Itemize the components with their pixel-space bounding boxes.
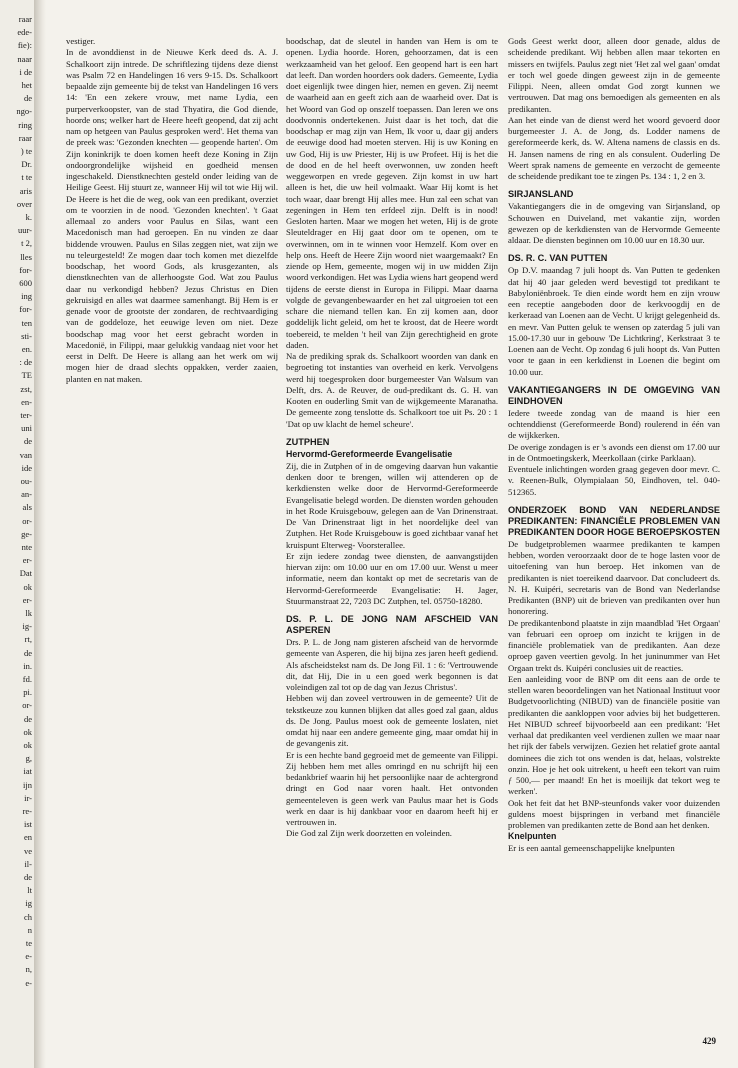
previous-page-fragment: ig — [25, 898, 32, 909]
previous-page-fragment: k. — [25, 212, 32, 222]
previous-page-fragment: lles — [20, 251, 32, 262]
previous-page-fragment: ve — [23, 845, 32, 856]
paragraph: Na de prediking sprak ds. Schalkoort woorden van dank en begroeting tot instanties van overheid en kerk. Vervolgens werd hij toegesproken door burgemeester Van Walsum van Delft, drs. A. de Reuver, de oud-predikant ds. G. H. van Kooten en ouderling Smit van de wijkgemeente Maranatha. De gemeente zong tenslotte ds. Schalkoort toe uit Ps. 20 : 1 'Dat op uw klacht de hemel scheure'. — [286, 351, 498, 429]
previous-page-fragment: or- — [22, 700, 32, 711]
paragraph: In de avonddienst in de Nieuwe Kerk deed ds. A. J. Schalkoort zijn intrede. De schriftlezing tijdens deze dienst was Psalm 72 en Handelingen 16 vers 9-15. Ds. Schalkoort bepaalde zijn gemeente bij de tekst van Handelingen 16 vers 14: 'En een zekere vrouw, met name Lydia, een purperverkoopster, van de stad Thyatira, die God diende, hoorde ons; welker hart de Heere heeft geopend, dat zij acht nam op hetgeen van Paulus gesproken werd'. Het thema van de preek was: 'Gezonden knechten — geopende harten'. Om Zijn koninkrijk te doen komen heeft deze Koning in Zijn ondoorgrondelijke wijsheid en goedheid mensen ingeschakeld. Dienstknechten gesteld onder leiding van de Heilige Geest. Hij stuurt ze, wanneer Hij wil tot wie Hij wil. De Heere is het die de weg, ook van een predikant, overziet om te voorzien in de nood. 'Gezonden knechten'. 't Gaat allemaal zo anders voor Paulus en Silas, want een Macedonisch man had geroepen. En nu vinden ze daar biddende vrouwen. Paulus en Silas zeggen niet, wat zijn we nu teleurgesteld! Ze mogen daar toch komen met diezelfde boodschap, het woord Gods, als krusgezanten, als dienstknechten van de allerhoogste God. Wat zou Paulus daar nu verkondigd hebben? Jezus Christus en Dien gekruisigd en alles wat daarmee samenhangt. Bij Hem is er genade voor de grootste der zondaren, de rechtvaardiging van de goddeloze, het eeuwige leven om niet. Deze boodschap mag voor het eerst gebracht worden in Macedonië, in Filippi, maar gelukkig vandaag niet voor het eerst in Delft. De Heere is allang aan het werk om wij mogen hier de draad slechts oppakken, verder zaaien, planten en nat maken. — [66, 47, 278, 384]
previous-page-fragment: over — [16, 198, 32, 209]
paragraph: Er is een hechte band gegroeid met de gemeente van Filippi. Zij hebben hem met alles omringd en nu schrijft hij een bedankbrief waarin hij het persoonlijke naar de achtergrond dringt en God naar voren haalt. Het ontvonden gemeenteleven is geen werk van Paulus maar het is Gods werk en daar is hij dankbaar voor en daarom heeft hij er vertrouwen in. — [286, 749, 498, 827]
page-number: 429 — [702, 1036, 716, 1046]
paragraph: De budgetproblemen waarmee predikanten te kampen hebben, worden veroorzaakt door de te hoge lasten voor de uitoefening van hun beroep. Het inkomen van de predikanten is niet toereikend daarvoor. Dat concludeert ds. N. H. Kuipéri, secretaris van de Bond van Nederlandse Predikanten (BNP) uit de brieven van predikanten over hun honorering. — [508, 538, 720, 617]
previous-page-fragment: ge- — [21, 528, 32, 539]
previous-page-fragment: naar — [17, 53, 32, 64]
previous-page-fragment: t te — [21, 172, 32, 183]
previous-page-fragment: fd. — [22, 674, 32, 684]
paragraph: Aan het einde van de dienst werd het woord gevoerd door burgemeester J. A. de Jong, ds. Lodder namens de gereformeerde kerk, ds. W. Altena namens de classis en ds. H. Jansen namens de ring en als consulent. Ouderling De Weert sprak namens de gemeente en verzocht de gemeente de scheidende predikant toe te zingen Ps. 134 : 1, 2 en 3. — [508, 114, 720, 181]
previous-page-fragment: te — [25, 938, 32, 948]
previous-page-fragment: uni — [21, 423, 32, 434]
previous-page-fragment: de — [23, 872, 32, 882]
previous-page-fragment: er- — [22, 555, 32, 566]
previous-page-fragment: de — [23, 713, 32, 724]
previous-page-fragment: zst, — [20, 383, 32, 394]
section-subheading: Hervormd-Gereformeerde Evangelisatie — [286, 448, 453, 459]
previous-page-fragment: ir- — [24, 792, 32, 803]
section-heading-zutphen: ZUTPHEN — [286, 436, 330, 447]
paragraph: Zij, die in Zutphen of in de omgeving daarvan hun vakantie denken door te brengen, willen wij attenderen op de kerkdiensten welke door de Hervormd-Gereformeerde Evangelisatie belegd worden. De diensten worden gehouden in het Rode Kruisgebouw, gelegen aan de Van Drinenstraat. De Van Drinenstraat ligt in het noordelijke deel van Zutphen. Het Rode Kruisgebouw is goed zichtbaar vanaf het kruispunt Elterweg- Voorsterallee. — [286, 460, 498, 550]
previous-page-fragment: e- — [25, 951, 32, 962]
section-heading-van-putten: DS. R. C. VAN PUTTEN — [508, 253, 608, 264]
previous-page-fragment: ede- — [17, 27, 32, 38]
previous-page-fragment: ter- — [20, 410, 32, 420]
previous-page-fragment: or- — [22, 515, 32, 526]
previous-page-fragment: ou- — [20, 476, 32, 486]
previous-page-fragment: van — [19, 449, 32, 460]
section-heading-bond: ONDERZOEK BOND VAN NEDERLANDSE PREDIKANTEN: FINANCIËLE PROBLEMEN VAN PREDIKANTEN DOOR HOGE BEROEPSKOSTEN — [508, 504, 720, 537]
previous-page-fragment: an- — [21, 489, 32, 500]
previous-page-fragment: ijn — [23, 779, 32, 790]
previous-page-fragment: re- — [22, 806, 32, 816]
previous-page-fragment: ing — [21, 291, 32, 302]
previous-page-fragment: lk — [25, 608, 32, 618]
previous-page-fragment: pi. — [23, 687, 32, 698]
section-heading-eindhoven: VAKANTIEGANGERS IN DE OMGEVING VAN EINDHOVEN — [508, 384, 720, 406]
page-gutter — [34, 0, 46, 1068]
previous-page-fragment: de — [23, 436, 32, 447]
paragraph: Vakantiegangers die in de omgeving van Sirjansland, op Schouwen en Duiveland, met vakantie zijn, worden gewezen op de kerkdiensten van de Hervormde Gemeente aldaar. De diensten beginnen om 10.00 uur en 18.30 uur. — [508, 201, 720, 245]
previous-page-fragment: ide — [21, 462, 32, 473]
paragraph: Iedere tweede zondag van de maand is hier een ochtenddienst (Gereformeerde Bond) roulerend in één van de wijkkerken. — [508, 407, 720, 441]
previous-page-fragment: rt, — [24, 634, 32, 645]
previous-page-edge — [0, 0, 35, 1068]
previous-page-fragment: het — [21, 80, 32, 90]
previous-page-fragment: ten — [21, 317, 32, 328]
previous-page-fragment: als — [22, 502, 32, 513]
paragraph: Gods Geest werkt door, alleen door genade, aldus de scheidende predikant. Wij hebben allen maar tekorten en missers en twijfels. Paulus zegt niet 'Het zal wel gaan' omdat er toch wel goede dingen geweest zijn in de gemeente Filippi. Neen, alleen omdat God zorgt kunnen we vertrouwen. Dat mag ons bemoedigen als gemeenten en als predikanten. — [508, 36, 720, 114]
previous-page-fragment: de — [23, 647, 32, 658]
previous-page-fragment: n — [27, 924, 32, 935]
paragraph: Hebben wij dan zoveel vertrouwen in de gemeente? Uit de tekstkeuze zou kunnen blijken dat alles goed zal gaan, aldus ds. De Jong. Paulus moest ook de gemeente loslaten, niet omdat hij naar een andere gemeente ging, maar omdat hij in de gevangenis zit. — [286, 693, 498, 749]
column-2 — [286, 36, 498, 1036]
previous-page-fragment: ok — [23, 581, 32, 592]
previous-page-fragment: in. — [23, 660, 32, 671]
previous-page-fragment: ring — [18, 119, 32, 130]
paragraph: De predikantenbond plaatste in zijn maandblad 'Het Orgaan' van februari een oproep om inzicht te krijgen in de financiële problematiek van de predikanten. Aan deze oproep gaven veertien gevolg. In het juninummer van Het Orgaan trekt ds. Kuipéri conclusies uit de reacties. — [508, 617, 720, 673]
previous-page-fragment: ) te — [20, 146, 32, 156]
column-3 — [508, 36, 720, 1036]
paragraph: Ook het feit dat het BNP-steunfonds vaker voor duizenden guldens moest bijspringen in verband met financiële problemen van predikanten zette de Bond aan het denken. — [508, 797, 720, 830]
previous-page-fragment: fie): — [17, 40, 32, 51]
column-1 — [66, 36, 278, 1036]
paragraph: Eventuele inlichtingen worden graag gegeven door mevr. C. v. Reenen-Bulk, Olympialaan 50, Eindhoven, tel. 040-512365. — [508, 464, 720, 497]
previous-page-fragment: ngo- — [16, 106, 32, 117]
previous-page-fragment: ist — [23, 819, 32, 830]
previous-page-fragment: en- — [21, 396, 32, 407]
previous-page-fragment: ok — [23, 726, 32, 737]
previous-page-fragment: en — [23, 832, 32, 843]
previous-page-fragment: i de — [19, 66, 32, 77]
section-heading-asperen: DS. P. L. DE JONG NAM AFSCHEID VAN ASPEREN — [286, 614, 498, 635]
previous-page-fragment: for- — [19, 304, 32, 315]
previous-page-fragment: lt — [27, 885, 32, 896]
previous-page-fragment: uur- — [18, 225, 32, 236]
previous-page-fragment: ok — [23, 740, 32, 750]
paragraph: Een aanleiding voor de BNP om dit eens aan de orde te stellen waren beoordelingen van het Nationaal Instituut voor Budgetvoorlichting (NIBUD) van de financiële positie van predikanten die aankloppen voor advies bij het budgetteren. Het NIBUD schreef bijvoorbeeld aan een predikant: 'Het verhaal dat predikanten veel verdienen zullen we maar naar het rijk der fabels verwijzen. Gezien het relatief grote aantal dominees die zich tot ons wenden is dat, helaas, volstrekte onzin. Hoe je het ook uitrekent, u heeft een tekort van ruim ƒ 500,— per maand! En het is moeilijk dat tekort weg te werken'. — [508, 673, 720, 797]
previous-page-fragment: iat — [23, 766, 32, 777]
previous-page-fragment: TE — [21, 370, 32, 381]
previous-page-fragment: Dr. — [21, 159, 32, 170]
paragraph: De overige zondagen is er 's avonds een dienst om 17.00 uur in de Ontmoetingskerk, Meerkollaan (cirke Parklaan). — [508, 441, 720, 463]
previous-page-fragment: t 2, — [21, 238, 32, 249]
previous-page-fragment: Dat — [19, 568, 32, 579]
section-heading-sirjansland: SIRJANSLAND — [508, 189, 574, 200]
paragraph: Op D.V. maandag 7 juli hoopt ds. Van Putten te gedenken dat hij 40 jaar geleden werd bevestigd tot predikant te Babyloniënbroek. Te dien einde wordt hem en zijn vrouw een receptie aangeboden door de kerkvoogdij en de kerkeraad van Loenen aan de Vecht. U krijgt gelegenheid ds. en mevr. Van Putten geluk te wensen op zaterdag 5 juli van 15.00-17.30 uur in gebouw 'De Lichtkring', Kerkstraat 3 te Loenen aan de Vecht. Op zondag 6 juli hoopt ds. Van Putten voor te gaan in een kerkdienst in Loenen die begint om 10.00 uur. — [508, 265, 720, 377]
previous-page-fragment: raar — [18, 14, 32, 24]
paragraph: boodschap, dat de sleutel in handen van Hem is om te openen. Lydia hoorde. Horen, gehoorzamen, dat is een werkzaamheid van het geloof. Een geopend hart is een hart dat leeft. Dan worden hoorders ook daders. Gemeente, Lydia doet eigenlijk twee dingen hier, nemen en geven. Zij neemt de waarheid aan en geeft zich aan de waarheid over. Dat is het Woord van God op onszelf toepassen. Dan leren we ons doodvonnis ondertekenen. Juist daar is het toch, dat die boodschap er mag zijn van Hem, Ik voor u, daar gij anders de eeuwige dood had moeten sterven. Hij is uw Koning en uw God, Hij is uw Priester, Hij is uw Profeet. Hij is het die de dood en de hel heeft overwonnen, uw zonden heeft weggeworpen en vrede gegeven. Zijn komst in uw hart alleen is het, die uw heil volmaakt. Waar Hij komt is het toch waar, daar brengt Hij alles mee. Hun zal een schat van zegeningen in Hem ten erfdeel zijn. Delft is in nood! Gesloten harten. Maar we mogen het weten, Hij is de grote Sleuteldrager en Hij gaat door om te openen, om te overwinnen, om in te winnen voor Hemzelf. Kom over en help ons. Heeft de Heere Zijn woord niet waargemaakt? En ziende op Hem, gemeente, mogen wij in uw midden Zijn woord verkondigen. Het was Lydia wiens hart geopend werd tijdens de eerste dienst in Europa in Filippi. Maar daarna volgde de gevangenbewaarder en het zal uitgroeien tot een schare die niemand tellen kan. En zij komen aan, door goddelijk licht geleid, om het te kroost, dat de Heere wordt toebereid, te melden 't heil van Zijn gerechtigheid en grote daden. — [286, 36, 498, 350]
previous-page-fragment: er- — [22, 594, 32, 605]
section-subheading-knelpunten: Knelpunten — [508, 831, 557, 842]
previous-page-fragment: ig- — [22, 621, 32, 632]
previous-page-fragment: sti- — [21, 330, 32, 341]
paragraph: Er zijn iedere zondag twee diensten, de aanvangstijden hiervan zijn: om 10.00 uur en om 17.00 uur. Wenst u meer informatie, neem dan kontakt op met de secretaris van de Hervormd-Gereformeerde Evangelisatie: H. Jager, Stuurmanstraat 22, 7203 DC Zutphen, tel. 05750-18280. — [286, 550, 498, 606]
paragraph: Drs. P. L. de Jong nam gisteren afscheid van de hervormde gemeente van Asperen, die hij bijna zes jaren heeft gediend. Als afscheidstekst nam ds. De Jong Fil. 1 : 6: 'Vertrouwende dit, dat Hij, Die in u een goed werk begonnen is dat voleindigen zal tot op de dag van Jezus Christus'. — [286, 637, 498, 692]
paragraph: vestiger. — [66, 36, 96, 46]
previous-page-fragment: il- — [24, 858, 32, 869]
paragraph: Er is een aantal gemeenschappelijke knelpunten — [508, 843, 675, 854]
previous-page-fragment: g, — [25, 753, 32, 764]
previous-page-fragment: raar — [18, 132, 32, 143]
paragraph: Die God zal Zijn werk doorzetten en voleinden. — [286, 828, 452, 839]
previous-page-fragment: for- — [19, 264, 32, 275]
previous-page-fragment: : de — [19, 357, 32, 368]
previous-page-fragment: 600 — [19, 278, 32, 288]
previous-page-fragment: e- — [25, 977, 32, 988]
previous-page-fragment: ch — [23, 911, 32, 922]
previous-page-fragment: de — [23, 93, 32, 104]
previous-page-fragment: nte — [21, 542, 32, 552]
previous-page-fragment: aris — [19, 185, 32, 196]
previous-page-fragment: n, — [25, 964, 32, 975]
previous-page-fragment: en. — [21, 344, 32, 354]
